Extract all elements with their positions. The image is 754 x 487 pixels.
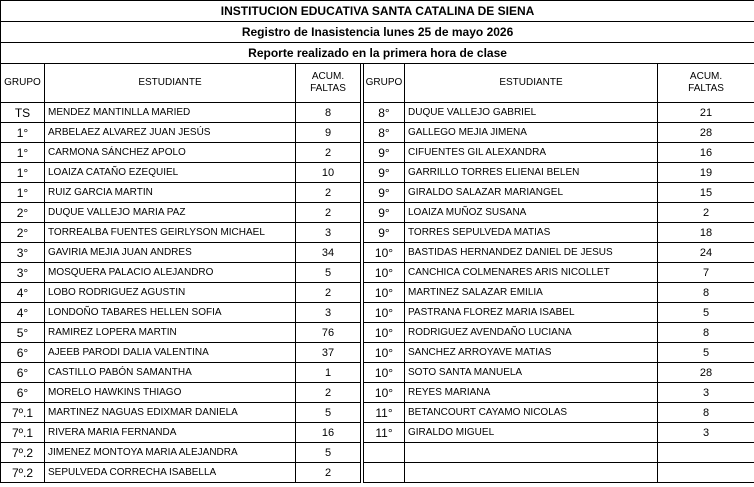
right-faltas-cell: 5: [658, 303, 754, 323]
left-grupo-cell: 5°: [1, 323, 45, 343]
left-grupo-cell: 6°: [1, 383, 45, 403]
right-estudiante-cell: GALLEGO MEJIA JIMENA: [405, 123, 658, 143]
left-estudiante-cell: MENDEZ MANTINLLA MARIED: [45, 103, 296, 123]
right-faltas-cell: 5: [658, 343, 754, 363]
right-estudiante-cell: CANCHICA COLMENARES ARIS NICOLLET: [405, 263, 658, 283]
right-faltas-cell: 19: [658, 163, 754, 183]
left-estudiante-cell: ARBELAEZ ALVAREZ JUAN JESÚS: [45, 123, 296, 143]
right-estudiante-cell: PASTRANA FLOREZ MARIA ISABEL: [405, 303, 658, 323]
right-estudiante-header: ESTUDIANTE: [405, 64, 658, 103]
table-row: [1, 323, 754, 343]
left-grupo-cell: 7º.1: [1, 423, 45, 443]
right-estudiante-cell: BASTIDAS HERNANDEZ DANIEL DE JESUS: [405, 243, 658, 263]
left-estudiante-cell: CASTILLO PABÓN SAMANTHA: [45, 363, 296, 383]
left-faltas-cell: 5: [296, 443, 361, 463]
right-grupo-cell: 11°: [364, 403, 405, 423]
right-grupo-cell: 10°: [364, 243, 405, 263]
left-faltas-cell: 9: [296, 123, 361, 143]
left-estudiante-cell: MARTINEZ NAGUAS EDIXMAR DANIELA: [45, 403, 296, 423]
right-faltas-cell: 2: [658, 203, 754, 223]
left-grupo-cell: 3°: [1, 243, 45, 263]
right-estudiante-cell: GIRALDO MIGUEL: [405, 423, 658, 443]
left-grupo-cell: TS: [1, 103, 45, 123]
right-grupo-cell: 9°: [364, 223, 405, 243]
right-faltas-cell: [658, 463, 754, 483]
right-faltas-cell: 3: [658, 383, 754, 403]
left-faltas-cell: 5: [296, 403, 361, 423]
left-faltas-cell: 2: [296, 183, 361, 203]
right-estudiante-cell: [405, 443, 658, 463]
right-estudiante-cell: LOAIZA MUÑOZ SUSANA: [405, 203, 658, 223]
right-estudiante-cell: CIFUENTES GIL ALEXANDRA: [405, 143, 658, 163]
table-row: [1, 143, 754, 163]
left-estudiante-cell: CARMONA SÁNCHEZ APOLO: [45, 143, 296, 163]
right-estudiante-cell: GARRILLO TORRES ELIENAI BELEN: [405, 163, 658, 183]
left-estudiante-cell: MORELO HAWKINS THIAGO: [45, 383, 296, 403]
right-grupo-cell: 10°: [364, 283, 405, 303]
right-grupo-cell: [364, 463, 405, 483]
right-faltas-cell: [658, 443, 754, 463]
left-faltas-cell: 76: [296, 323, 361, 343]
left-grupo-cell: 2°: [1, 223, 45, 243]
table-row: [1, 423, 754, 443]
right-faltas-cell: 18: [658, 223, 754, 243]
left-estudiante-cell: AJEEB PARODI DALIA VALENTINA: [45, 343, 296, 363]
left-faltas-cell: 1: [296, 363, 361, 383]
left-grupo-cell: 4°: [1, 283, 45, 303]
left-faltas-cell: 10: [296, 163, 361, 183]
left-grupo-cell: 2°: [1, 203, 45, 223]
right-faltas-cell: 21: [658, 103, 754, 123]
left-grupo-cell: 7º.2: [1, 463, 45, 483]
table-row: [1, 183, 754, 203]
left-estudiante-cell: MOSQUERA PALACIO ALEJANDRO: [45, 263, 296, 283]
right-grupo-cell: 9°: [364, 183, 405, 203]
faltas-header-line1: ACUM.: [689, 71, 723, 82]
left-faltas-cell: 2: [296, 383, 361, 403]
right-faltas-cell: 8: [658, 403, 754, 423]
left-faltas-cell: 8: [296, 103, 361, 123]
left-grupo-cell: 7º.1: [1, 403, 45, 423]
table-row: [1, 103, 754, 123]
table-row: [1, 283, 754, 303]
left-faltas-cell: 5: [296, 263, 361, 283]
right-faltas-cell: 28: [658, 123, 754, 143]
right-estudiante-cell: BETANCOURT CAYAMO NICOLAS: [405, 403, 658, 423]
right-grupo-cell: 9°: [364, 143, 405, 163]
table-row: [1, 123, 754, 143]
faltas-header-line2: FALTAS: [310, 83, 346, 94]
left-faltas-cell: 3: [296, 303, 361, 323]
left-grupo-cell: 4°: [1, 303, 45, 323]
left-estudiante-cell: JIMENEZ MONTOYA MARIA ALEJANDRA: [45, 443, 296, 463]
left-estudiante-header: ESTUDIANTE: [45, 64, 296, 103]
left-estudiante-cell: RUIZ GARCIA MARTIN: [45, 183, 296, 203]
left-estudiante-cell: SEPULVEDA CORRECHA ISABELLA: [45, 463, 296, 483]
right-faltas-cell: 8: [658, 323, 754, 343]
left-faltas-header: [296, 64, 361, 103]
left-grupo-cell: 1°: [1, 123, 45, 143]
table-row: [1, 403, 754, 423]
institution-title: INSTITUCION EDUCATIVA SANTA CATALINA DE SIENA: [1, 1, 754, 22]
right-grupo-cell: 9°: [364, 163, 405, 183]
left-faltas-cell: 2: [296, 463, 361, 483]
right-grupo-cell: 11°: [364, 423, 405, 443]
table-row: [1, 263, 754, 283]
right-grupo-cell: 8°: [364, 103, 405, 123]
right-grupo-cell: [364, 443, 405, 463]
faltas-header-line2: FALTAS: [688, 83, 724, 94]
left-estudiante-cell: GAVIRIA MEJIA JUAN ANDRES: [45, 243, 296, 263]
left-estudiante-cell: RIVERA MARIA FERNANDA: [45, 423, 296, 443]
left-grupo-cell: 1°: [1, 143, 45, 163]
left-faltas-cell: 3: [296, 223, 361, 243]
table-row: [1, 343, 754, 363]
right-faltas-cell: 24: [658, 243, 754, 263]
right-faltas-cell: 28: [658, 363, 754, 383]
left-estudiante-cell: LOAIZA CATAÑO EZEQUIEL: [45, 163, 296, 183]
right-estudiante-cell: [405, 463, 658, 483]
right-estudiante-cell: MARTINEZ SALAZAR EMILIA: [405, 283, 658, 303]
table-row: [1, 203, 754, 223]
registry-title: Registro de Inasistencia lunes 25 de mayo 2026: [1, 22, 754, 43]
right-faltas-header: [658, 64, 754, 103]
table-row: [1, 243, 754, 263]
right-grupo-cell: 10°: [364, 323, 405, 343]
left-estudiante-cell: RAMIREZ LOPERA MARTIN: [45, 323, 296, 343]
right-grupo-cell: 10°: [364, 383, 405, 403]
table-row: [1, 463, 754, 483]
left-faltas-cell: 37: [296, 343, 361, 363]
report-subtitle: Reporte realizado en la primera hora de clase: [1, 43, 754, 64]
table-row: [1, 223, 754, 243]
right-grupo-cell: 10°: [364, 263, 405, 283]
right-faltas-cell: 16: [658, 143, 754, 163]
right-estudiante-cell: SOTO SANTA MANUELA: [405, 363, 658, 383]
right-grupo-cell: 10°: [364, 303, 405, 323]
left-estudiante-cell: LOBO RODRIGUEZ AGUSTIN: [45, 283, 296, 303]
table-row: [1, 363, 754, 383]
table-row: [1, 303, 754, 323]
right-faltas-cell: 8: [658, 283, 754, 303]
left-grupo-cell: 7º.2: [1, 443, 45, 463]
left-faltas-cell: 2: [296, 143, 361, 163]
left-grupo-cell: 3°: [1, 263, 45, 283]
left-grupo-cell: 6°: [1, 363, 45, 383]
right-estudiante-cell: DUQUE VALLEJO GABRIEL: [405, 103, 658, 123]
right-grupo-header: GRUPO: [364, 64, 405, 103]
left-faltas-cell: 2: [296, 203, 361, 223]
right-estudiante-cell: TORRES SEPULVEDA MATIAS: [405, 223, 658, 243]
left-faltas-cell: 2: [296, 283, 361, 303]
left-grupo-cell: 6°: [1, 343, 45, 363]
right-faltas-cell: 7: [658, 263, 754, 283]
right-grupo-cell: 10°: [364, 343, 405, 363]
right-faltas-cell: 15: [658, 183, 754, 203]
table-row: [1, 443, 754, 463]
right-estudiante-cell: GIRALDO SALAZAR MARIANGEL: [405, 183, 658, 203]
right-estudiante-cell: SANCHEZ ARROYAVE MATIAS: [405, 343, 658, 363]
faltas-header-line1: ACUM.: [311, 71, 345, 82]
right-grupo-cell: 9°: [364, 203, 405, 223]
right-estudiante-cell: RODRIGUEZ AVENDAÑO LUCIANA: [405, 323, 658, 343]
left-grupo-cell: 1°: [1, 183, 45, 203]
right-grupo-cell: 8°: [364, 123, 405, 143]
left-grupo-header: GRUPO: [1, 64, 45, 103]
right-estudiante-cell: REYES MARIANA: [405, 383, 658, 403]
left-faltas-cell: 16: [296, 423, 361, 443]
left-grupo-cell: 1°: [1, 163, 45, 183]
right-grupo-cell: 10°: [364, 363, 405, 383]
right-faltas-cell: 3: [658, 423, 754, 443]
left-faltas-cell: 34: [296, 243, 361, 263]
left-estudiante-cell: TORREALBA FUENTES GEIRLYSON MICHAEL: [45, 223, 296, 243]
table-row: [1, 163, 754, 183]
table-row: [1, 383, 754, 403]
left-estudiante-cell: LONDOÑO TABARES HELLEN SOFIA: [45, 303, 296, 323]
left-estudiante-cell: DUQUE VALLEJO MARIA PAZ: [45, 203, 296, 223]
